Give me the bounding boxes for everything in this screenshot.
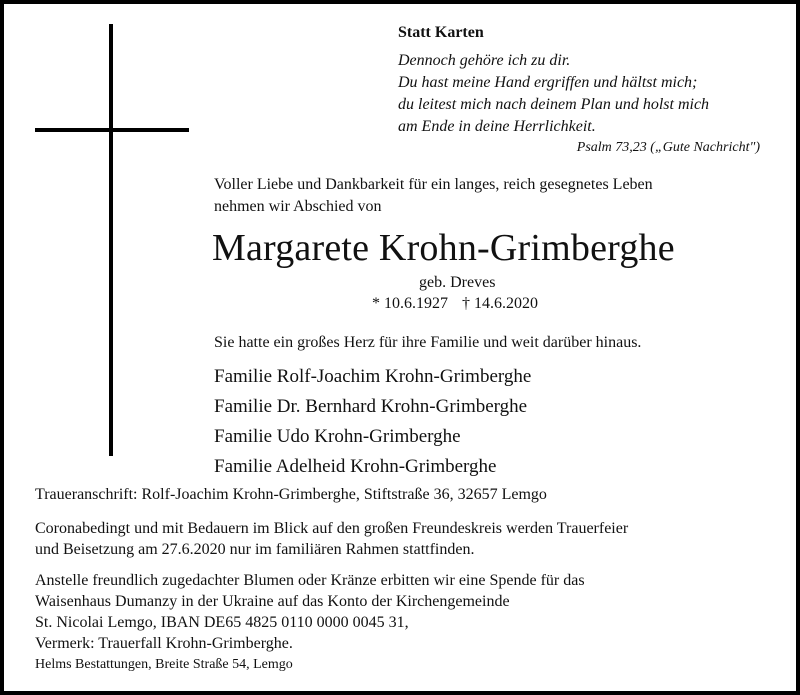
- verse-reference: Psalm 73,23 („Gute Nachricht"): [576, 140, 760, 155]
- intro-line: Voller Liebe und Dankbarkeit für ein langes, reich gesegnetes Leben: [214, 176, 653, 193]
- family-list: [214, 362, 531, 482]
- death-date: † 14.6.2020: [462, 295, 538, 312]
- donation-line: Waisenhaus Dumanzy in der Ukraine auf das Konto der Kirchengemeinde: [35, 593, 510, 610]
- intro-line: nehmen wir Abschied von: [214, 198, 382, 215]
- family-name: Familie Rolf-Joachim Krohn-Grimberghe: [214, 366, 532, 387]
- donation-request: [35, 570, 585, 654]
- intro-text: [214, 174, 653, 218]
- notice-heading: Statt Karten: [398, 24, 484, 41]
- deceased-name: Margarete Krohn-Grimberghe: [212, 227, 675, 269]
- verse-line: am Ende in deine Herrlichkeit.: [398, 118, 596, 135]
- bible-verse: [398, 50, 709, 138]
- birth-name: geb. Dreves: [419, 274, 496, 291]
- funeral-home: Helms Bestattungen, Breite Straße 54, Lemgo: [35, 657, 293, 672]
- corona-line: und Beisetzung am 27.6.2020 nur im familiären Rahmen stattfinden.: [35, 541, 475, 558]
- donation-line: Vermerk: Trauerfall Krohn-Grimberghe.: [35, 635, 293, 652]
- corona-line: Coronabedingt und mit Bedauern im Blick auf den großen Freundeskreis werden Trauerfeier: [35, 520, 629, 537]
- life-dates: [372, 295, 538, 313]
- family-name: Familie Adelheid Krohn-Grimberghe: [214, 456, 497, 477]
- cross-icon-horizontal: [35, 128, 189, 132]
- donation-line: St. Nicolai Lemgo, IBAN DE65 4825 0110 0000 0045 31,: [35, 614, 409, 631]
- donation-line: Anstelle freundlich zugedachter Blumen oder Kränze erbitten wir eine Spende für das: [35, 572, 585, 589]
- birth-date: * 10.6.1927: [372, 295, 448, 312]
- family-name: Familie Dr. Bernhard Krohn-Grimberghe: [214, 396, 528, 417]
- family-name: Familie Udo Krohn-Grimberghe: [214, 426, 461, 447]
- verse-line: Du hast meine Hand ergriffen und hältst mich;: [398, 74, 698, 91]
- corona-notice: [35, 518, 628, 560]
- verse-line: du leitest mich nach deinem Plan und holst mich: [398, 96, 710, 113]
- mourning-address: Traueranschrift: Rolf-Joachim Krohn-Grimberghe, Stiftstraße 36, 32657 Lemgo: [35, 486, 547, 503]
- tribute-line: Sie hatte ein großes Herz für ihre Familie und weit darüber hinaus.: [214, 334, 642, 351]
- verse-line: Dennoch gehöre ich zu dir.: [398, 52, 571, 69]
- cross-icon-vertical: [109, 24, 113, 456]
